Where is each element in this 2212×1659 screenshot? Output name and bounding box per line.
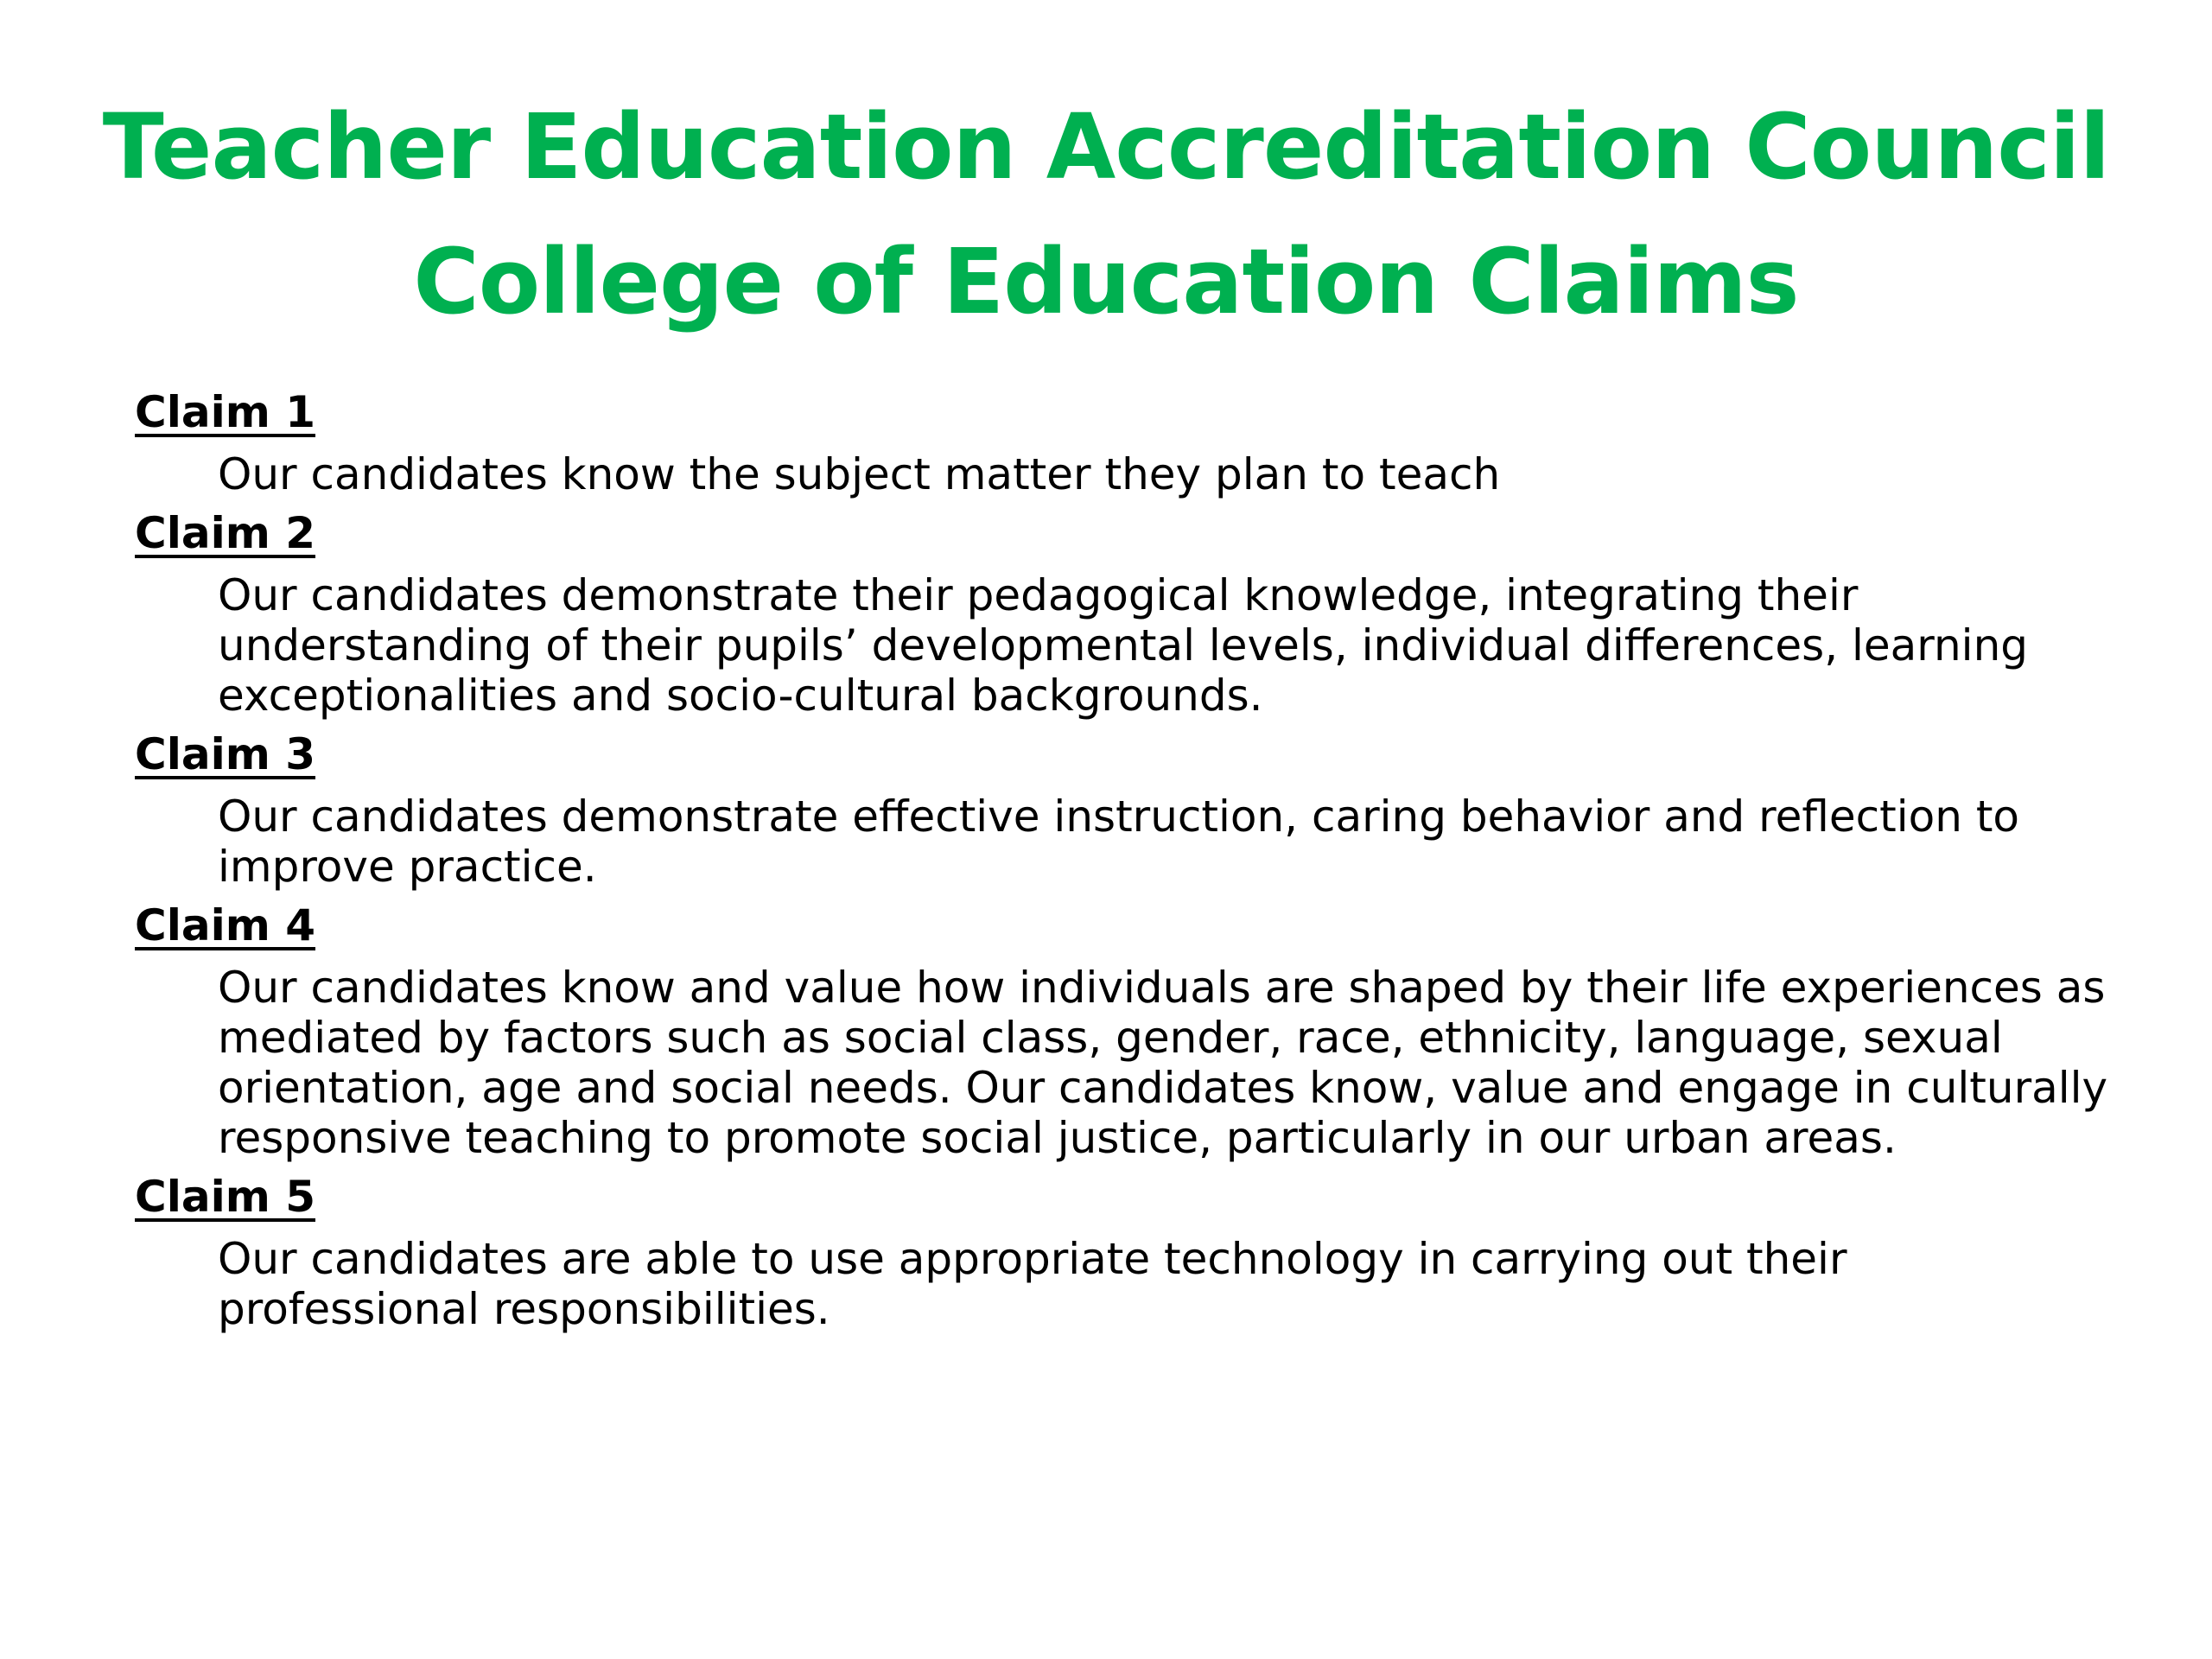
title-line-2: College of Education Claims — [413, 229, 1799, 334]
claim-heading-3: Claim 3 — [135, 729, 316, 779]
claim-heading-4: Claim 4 — [135, 900, 316, 950]
claim-heading-2: Claim 2 — [135, 508, 316, 558]
claim-heading-1: Claim 1 — [135, 387, 316, 437]
claim-text-5: Our candidates are able to use appropriate technology in carrying out their professional responsibilities. — [218, 1234, 1847, 1334]
claim-text-3: Our candidates demonstrate effective instruction, caring behavior and reflection to improve practice. — [218, 791, 2020, 892]
claim-text-4: Our candidates know and value how individuals are shaped by their life experiences as mediated by factors such as social class, gender, race, ethnicity, language, sexual orientation, age and social needs. Our candidates know, value and engage in culturally responsive teaching to promote social justice, particularly in our urban areas. — [218, 963, 2108, 1163]
claims-list — [135, 387, 2108, 1334]
slide-title — [0, 79, 2212, 349]
claim-text-2: Our candidates demonstrate their pedagogical knowledge, integrating their understanding of their pupils’ developmental levels, individual differences, learning exceptionalities and socio-cultural backgrounds. — [218, 570, 2028, 721]
claim-text-1: Our candidates know the subject matter they plan to teach — [218, 449, 1501, 499]
title-line-1: Teacher Education Accreditation Council — [102, 94, 2110, 200]
claim-heading-5: Claim 5 — [135, 1172, 316, 1222]
